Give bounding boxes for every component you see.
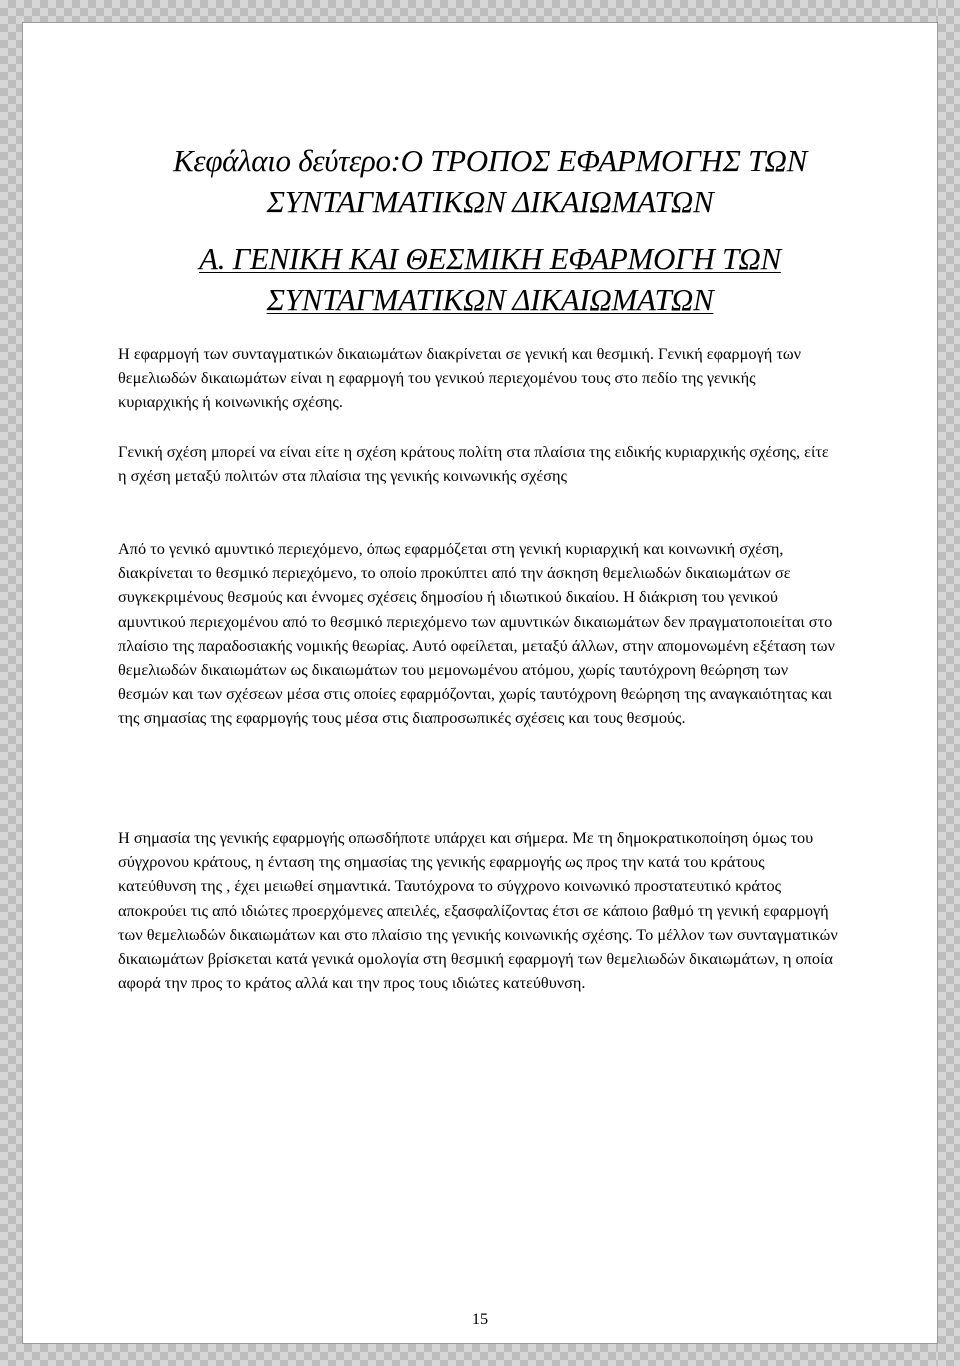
- section-title: [140, 238, 840, 320]
- paragraph-3: Από το γενικό αμυντικό περιεχόμενο, όπως εφαρμόζεται στη γενική κυριαρχική και κοινωνική σχέση, διακρίνεται το θεσμικό περιεχόμενο, το οποίο προκύπτει από την άσκηση θεμελιωδών δικαιωμάτων σε συγκεκριμένους θεσμούς και έννομες σχέσεις δημοσίου ή ιδιωτικού δικαίου. Η διάκριση του γενικού αμυντικού περιεχομένου από το θεσμικό περιεχόμενο των αμυντικών δικαιωμάτων δεν πραγματοποιείται στο πλαίσιο της παραδοσιακής νομικής θεωρίας. Αυτό οφείλεται, μεταξύ άλλων, στην απομονωμένη εξέταση των θεμελιωδών δικαιωμάτων ως δικαιωμάτων του μεμονωμένου ατόμου, χωρίς ταυτόχρονη θεώρηση των θεσμών και των σχέσεων μέσα στις οποίες εφαρμόζονται, χωρίς ταυτόχρονη θεώρηση της αναγκαιότητας και της σημασίας της εφαρμογής τους μέσα στις διαπροσωπικές σχέσεις και τους θεσμούς.: [118, 539, 835, 728]
- paragraph-1: Η εφαρμογή των συνταγματικών δικαιωμάτων διακρίνεται σε γενική και θεσμική. Γενική εφαρμογή των θεμελιωδών δικαιωμάτων είναι η εφαρμογή του γενικού περιεχομένου τους στο πεδίο της γενικής κυριαρχικής ή κοινωνικής σχέσης.: [118, 344, 801, 412]
- section-title-text: Α. ΓΕΝΙΚΗ ΚΑΙ ΘΕΣΜΙΚΗ ΕΦΑΡΜΟΓΗ ΤΩΝ ΣΥΝΤΑΓΜΑΤΙΚΩΝ ΔΙΚΑΙΩΜΑΤΩΝ: [199, 241, 781, 317]
- page-number: 15: [471, 1309, 489, 1328]
- page-border-left: [0, 0, 22, 1366]
- paragraph-4: Η σημασία της γενικής εφαρμογής οπωσδήποτε υπάρχει και σήμερα. Με τη δημοκρατικοποίηση όμως του σύγχρονου κράτους, η ένταση της σημασίας της γενικής εφαρμογής ως προς την κατά του κράτους κατεύθυνση της , έχει μειωθεί σημαντικά. Ταυτόχρονα το σύγχρονο κοινωνικό προστατευτικό κράτος αποκρούει τις από ιδιώτες προερχόμενες απειλές, εξασφαλίζοντας έτσι σε κάποιο βαθμό τη γενική εφαρμογή των θεμελιωδών δικαιωμάτων και στο πλαίσιο της γενικής κοινωνικής σχέσης. Το μέλλον των συνταγματικών δικαιωμάτων βρίσκεται κατά γενικά ομολογία στη θεσμική εφαρμογή των θεμελιωδών δικαιωμάτων, η οποία αφορά την προς το κράτος αλλά και την προς τους ιδιώτες κατεύθυνση.: [118, 828, 838, 993]
- page-border-bottom: [0, 1344, 960, 1366]
- page-border-right: [938, 0, 960, 1366]
- page-border-top: [0, 0, 960, 22]
- paragraph-2: Γενική σχέση μπορεί να είναι είτε η σχέση κράτους πολίτη στα πλαίσια της ειδικής κυριαρχικής σχέσης, είτε η σχέση μεταξύ πολιτών στα πλαίσια της γενικής κοινωνικής σχέσης: [118, 442, 829, 486]
- chapter-title: Κεφάλαιο δεύτερο:Ο ΤΡΟΠΟΣ ΕΦΑΡΜΟΓΗΣ ΤΩΝ ΣΥΝΤΑΓΜΑΤΙΚΩΝ ΔΙΚΑΙΩΜΑΤΩΝ: [173, 143, 807, 219]
